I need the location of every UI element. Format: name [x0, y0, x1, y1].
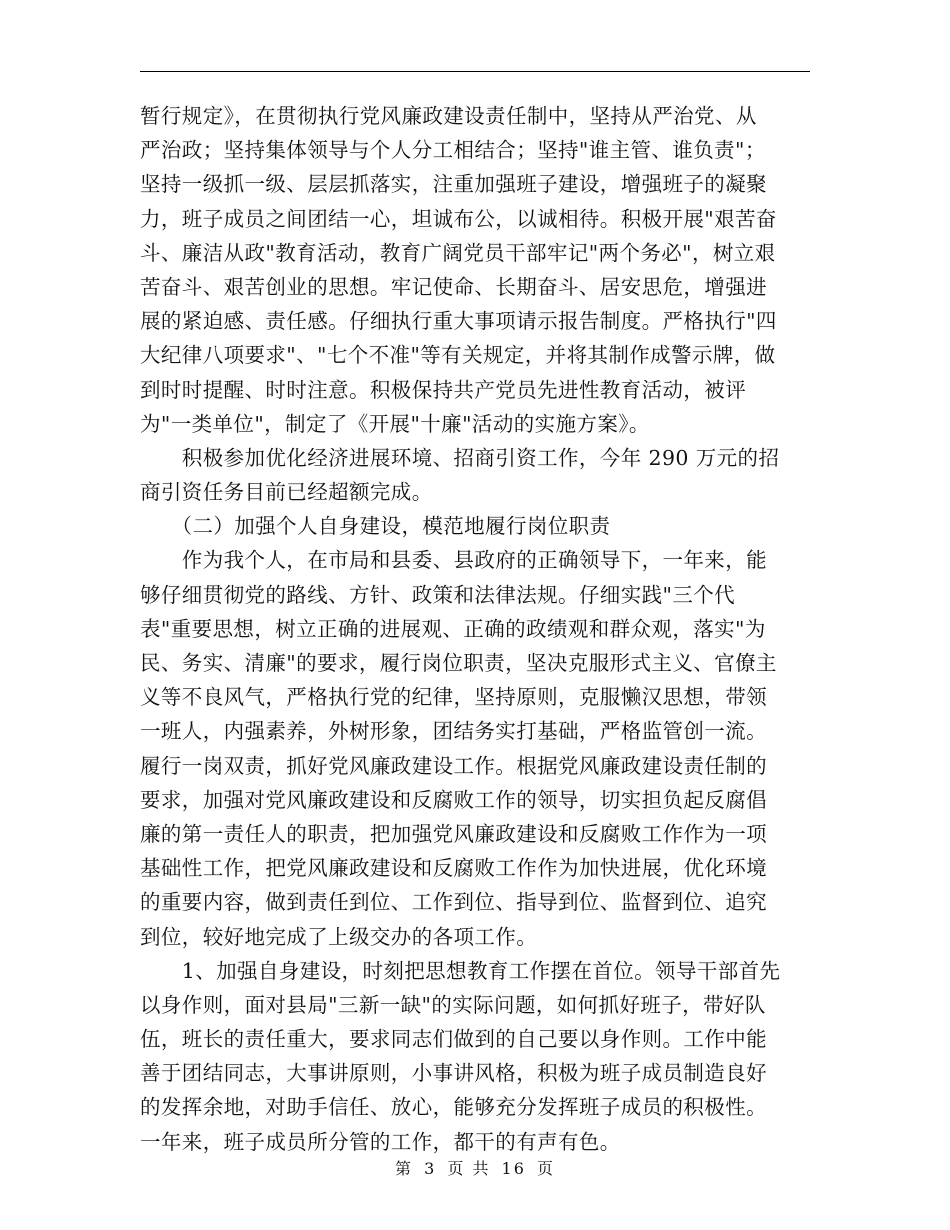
text-line: 为"一类单位"，制定了《开展"十廉"活动的实施方案》。	[140, 411, 650, 436]
text-line: 要求，加强对党风廉政建设和反腐败工作的领导，切实担负起反腐倡	[140, 787, 767, 812]
text-line: 廉的第一责任人的职责，把加强党风廉政建设和反腐败工作作为一项	[140, 821, 767, 846]
text-line: 到位，较好地完成了上级交办的各项工作。	[140, 924, 538, 949]
text-line: 1、加强自身建设，时刻把思想教育工作摆在首位。领导干部首先	[140, 958, 781, 983]
text-line: 义等不良风气，严格执行党的纪律，坚持原则，克服懒汉思想，带领	[140, 685, 767, 710]
text-line: 善于团结同志，大事讲原则，小事讲风格，积极为班子成员制造良好	[140, 1061, 767, 1086]
text-line: 伍，班长的责任重大，要求同志们做到的自己要以身作则。工作中能	[140, 1027, 767, 1052]
text-line: 作为我个人，在市局和县委、县政府的正确领导下，一年来，能	[140, 548, 767, 573]
text-line: 履行一岗双责，抓好党风廉政建设工作。根据党风廉政建设责任制的	[140, 753, 767, 778]
footer-mid: 页 共	[447, 1159, 491, 1178]
current-page-number: 3	[424, 1159, 437, 1178]
text-line: 严治政；坚持集体领导与个人分工相结合；坚持"谁主管、谁负责"；	[140, 138, 766, 163]
text-line: 基础性工作，把党风廉政建设和反腐败工作作为加快进展，优化环境	[140, 856, 767, 881]
text-line: 展的紧迫感、责任感。仔细执行重大事项请示报告制度。严格执行"四	[140, 309, 777, 334]
text-line: 民、务实、清廉"的要求，履行岗位职责，坚决克服形式主义、官僚主	[140, 651, 777, 675]
text-line: 够仔细贯彻党的路线、方针、政策和法律法规。仔细实践"三个代	[140, 582, 736, 607]
text-line: 表"重要思想，树立正确的进展观、正确的政绩观和群众观，落实"为	[140, 616, 766, 641]
text-line: 积极参加优化经济进展环境、招商引资工作，今年 290 万元的招	[140, 445, 780, 470]
text-line: 大纪律八项要求"、"七个不准"等有关规定，并将其制作成警示牌，做	[140, 343, 776, 368]
total-page-count: 16	[501, 1159, 526, 1178]
text-line: 暂行规定》，在贯彻执行党风廉政建设责任制中，坚持从严治党、从	[140, 104, 757, 128]
text-line: 苦奋斗、艰苦创业的思想。牢记使命、长期奋斗、居安思危，增强进	[140, 274, 767, 299]
text-line: 商引资任务目前已经超额完成。	[140, 480, 433, 505]
text-line: 的发挥余地，对助手信任、放心，能够充分发挥班子成员的积极性。	[140, 1095, 767, 1120]
section-heading: （二）加强个人自身建设，模范地履行岗位职责	[140, 514, 611, 539]
text-line: 斗、廉洁从政"教育活动，教育广阔党员干部牢记"两个务必"，树立艰	[140, 240, 776, 265]
text-line: 力，班子成员之间团结一心，坦诚布公，以诚相待。积极开展"艰苦奋	[140, 206, 777, 231]
footer-prefix: 第	[394, 1159, 413, 1178]
header-rule	[140, 71, 810, 72]
text-line: 到时时提醒、时时注意。积极保持共产党员先进性教育活动，被评	[140, 377, 747, 402]
text-line: 的重要内容，做到责任到位、工作到位、指导到位、监督到位、追究	[140, 890, 767, 915]
footer-suffix: 页	[537, 1159, 556, 1178]
text-line: 坚持一级抓一级、层层抓落实，注重加强班子建设，增强班子的凝聚	[140, 172, 767, 197]
document-body	[140, 99, 810, 1159]
text-line: 以身作则，面对县局"三新一缺"的实际问题，如何抓好班子，带好队	[140, 992, 766, 1017]
text-line: 一班人，内强素养，外树形象，团结务实打基础，严格监管创一流。	[140, 719, 767, 744]
page-footer	[0, 1156, 950, 1179]
text-line: 一年来，班子成员所分管的工作，都干的有声有色。	[140, 1129, 621, 1154]
